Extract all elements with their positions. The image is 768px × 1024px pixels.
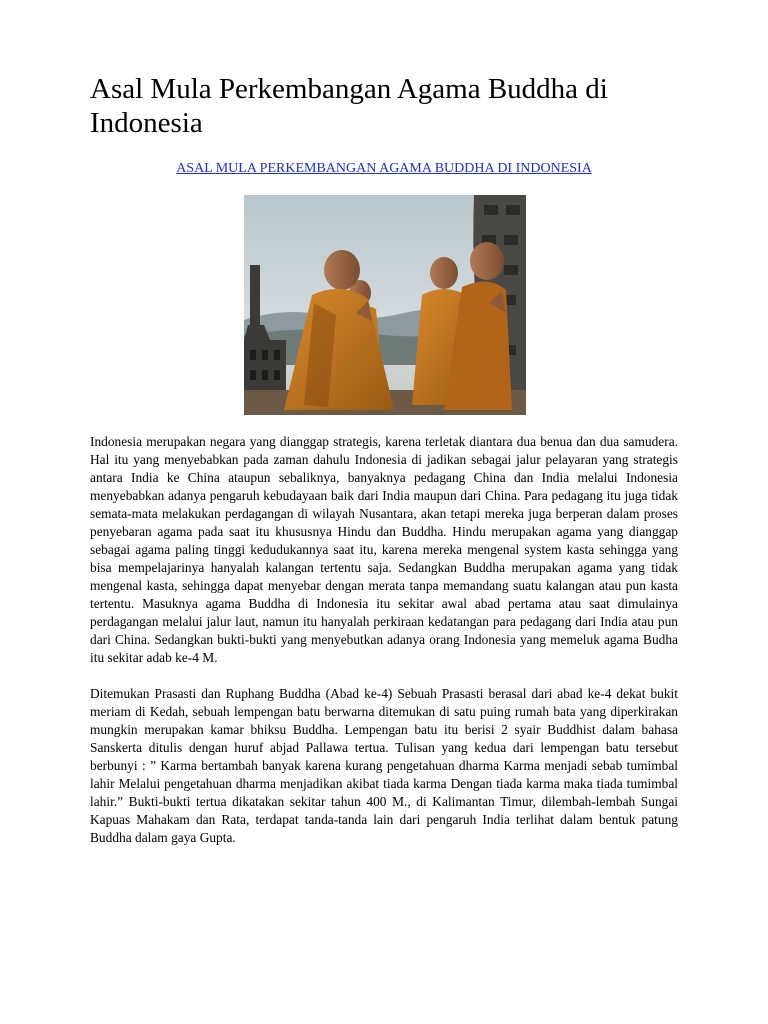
subtitle-link[interactable]: ASAL MULA PERKEMBANGAN AGAMA BUDDHA DI INDONESIA (176, 161, 592, 176)
paragraph-1: Indonesia merupakan negara yang dianggap strategis, karena terletak diantara dua benua dan dua samudera. Hal itu yang menyebabkan pada zaman dahulu Indonesia di jadikan sebagai jalur pelayaran yang strategis antara India ke China ataupun sebaliknya, banyaknya pedagang China dan India melalui Indonesia menyebabkan adanya pengaruh kebudayaan baik dari India maupun dari China. Para pedagang itu juga tidak semata-mata melakukan perdagangan di wilayah Nusantara, akan tetapi mereka juga berperan dalam proses penyebaran agama pada saat itu khususnya Hindu dan Buddha. Hindu merupakan agama yang dianggap sebagai agama paling tinggi kedudukannya saat itu, karena mereka mengenal system kasta sehingga yang bisa mempelajarinya hanyalah kalangan tertentu saja. Sedangkan Buddha merupakan agama yang tidak mengenal kasta, sehingga dapat menyebar dengan merata tanpa memandang suatu kalangan atau pun kasta tertentu. Masuknya agama Buddha di Indonesia itu sekitar awal abad pertama atau saat dimulainya perdagangan melalui jalur laut, namun itu hanyalah perkiraan kedatangan para pedagang dari India atau pun dari China. Sedangkan bukti-bukti yang menyebutkan adanya orang Indonesia yang memeluk agama Budha itu sekitar adab ke-4 M. (90, 434, 678, 665)
article-body (90, 433, 678, 865)
subtitle-container (0, 161, 768, 177)
monks-photo (244, 195, 526, 415)
page-title: Asal Mula Perkembangan Agama Buddha di Indonesia (90, 73, 608, 139)
paragraph-2: Ditemukan Prasasti dan Ruphang Buddha (Abad ke-4) Sebuah Prasasti berasal dari abad ke-4 dekat bukit meriam di Kedah, sebuah lempengan batu berwarna ditemukan di satu puing rumah bata yang diperkirakan mungkin merupakan kamar bhiksu Buddha. Lempengan batu itu berisi 2 syair Buddhist dalam bahasa Sanskerta ditulis dengan huruf abjad Pallawa tertua. Tulisan yang kedua dari lempengan batu tersebut berbunyi : ” Karma bertambah banyak karena kurang pengetahuan dharma Karma menjadi sebab tumimbal lahir Melalui pengetahuan dharma menjadikan akibat tiada karma Dengan tiada karma maka tiada tumimbal lahir.” Bukti-bukti tertua dikatakan sekitar tahun 400 M., di Kalimantan Timur, dilembah-lembah Sungai Kapuas Mahakam dan Rata, terdapat tanda-tanda lain dari pengaruh India terlihat dalam bentuk patung Buddha dalam gaya Gupta. (90, 686, 678, 845)
